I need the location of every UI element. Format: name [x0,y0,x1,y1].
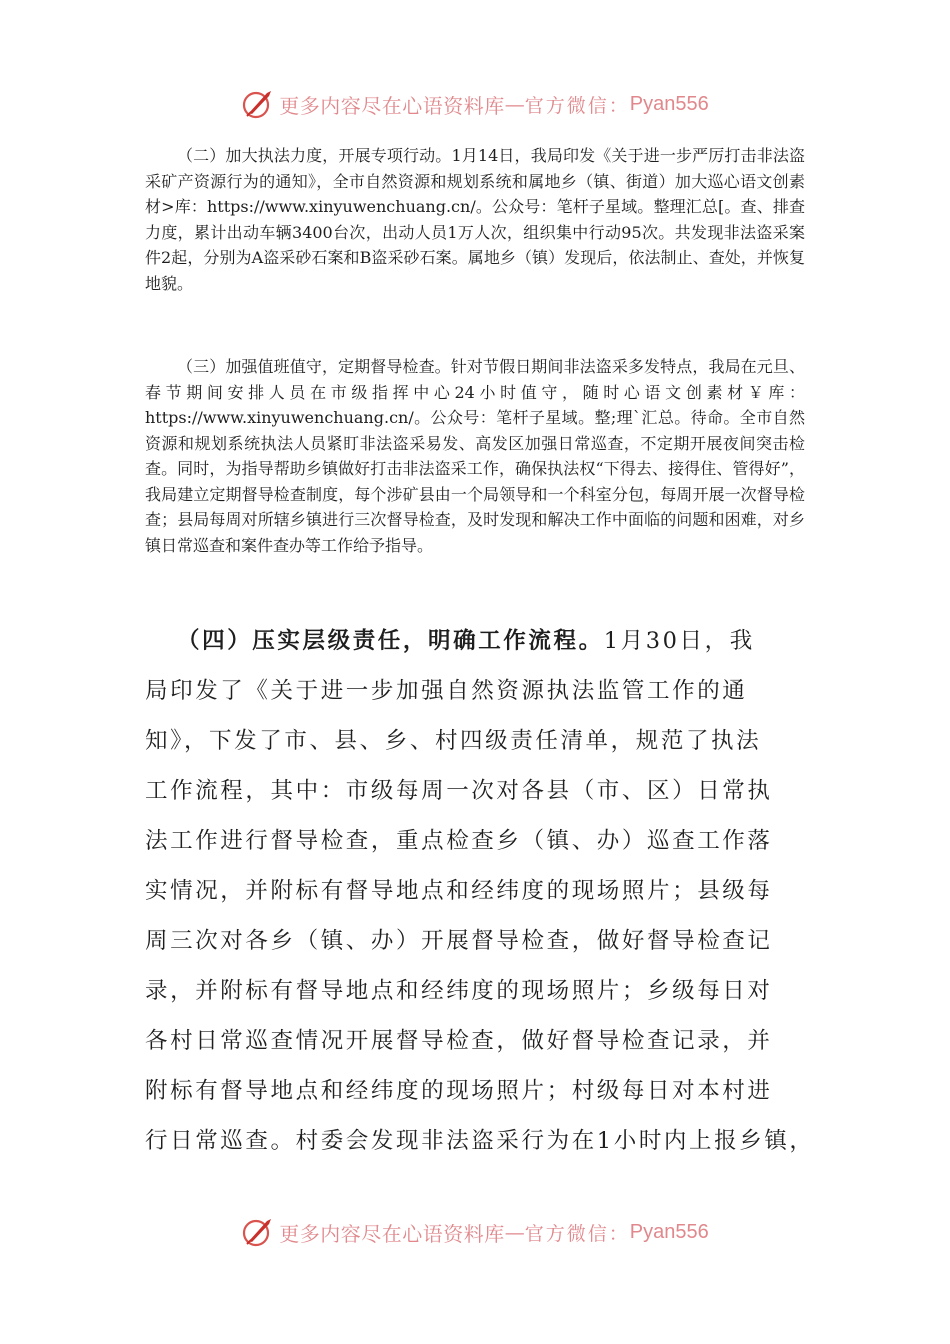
paragraph-section-4 [145,616,815,1166]
banner-separator: — [504,92,525,116]
paragraph-section-2: （二）加大执法力度，开展专项行动。1月14日，我局印发《关于进一步严厉打击非法盗采矿产资源行为的通知》，全市自然资源和规划系统和属地乡（镇、街道）加大巡心语文创素材>库：https://www.xinyuwenchuang.cn/。公众号：笔杆子星域。整理汇总[。查、排查力度，累计出动车辆3400台次，出动人员1万人次，组织集中行动95次。共发现非法盗采案件2起，分别为A盗采砂石案和B盗采砂石案。属地乡（镇）发现后，依法制止、查处，并恢复地貌。 [145,146,805,293]
section-4-first-line [145,616,815,666]
banner-wechat-label: 官方微信： [524,1222,630,1245]
banner-wechat-label: 官方微信： [524,94,630,117]
banner-text: 更多内容尽在心语资料库 [279,93,505,118]
paragraph-section-3: （三）加强值班值守，定期督导检查。针对节假日期间非法盗采多发特点，我局在元旦、春节期间安排人员在市级指挥中心24小时值守，随时心语文创素材￥库：https://www.xinyuwenchuang.cn/。公众号：笔杆子星域。整;理`汇总。待命。全市自然资源和规划系统执法人员紧盯非法盗采易发、高发区加强日常巡查，不定期开展夜间突击检查。同时，为指导帮助乡镇做好打击非法盗采工作，确保执法权“下得去、接得住、管得好”，我局建立定期督导检查制度，每个涉矿县由一个局领导和一个科室分包，每周开展一次督导检查；县局每周对所辖乡镇进行三次督导检查，及时发现和解决工作中面临的问题和困难，对乡镇日常巡查和案件查办等工作给予指导。 [145,357,805,555]
banner-text: 更多内容尽在心语资料库 [279,1221,505,1246]
quill-pen-logo-icon [241,1215,275,1249]
section-4-line: 附标有督导地点和经纬度的现场照片；村级每日对本村进 [145,1078,773,1104]
section-4-line: 工作流程，其中：市级每周一次对各县（市、区）日常执 [145,778,773,804]
section-4-line: 局印发了《关于进一步加强自然资源执法监管工作的通 [145,678,748,704]
section-4-line: 知》，下发了市、县、乡、村四级责任清单，规范了执法 [145,728,762,754]
banner-separator: — [504,1220,525,1244]
section-4-heading: （四）压实层级责任，明确工作流程。 [177,628,604,654]
section-4-line: 周三次对各乡（镇、办）开展督导检查，做好督导检查记 [145,928,773,954]
section-4-line: 实情况，并附标有督导地点和经纬度的现场照片；县级每 [145,878,773,904]
section-4-line: 1月30日，我 [603,628,755,654]
banner-wechat-id: Pyan556 [629,92,709,115]
section-4-line: 各村日常巡查情况开展督导检查，做好督导检查记录，并 [145,1028,773,1054]
quill-pen-logo-icon [241,87,275,121]
banner-wechat-id: Pyan556 [629,1220,709,1243]
header-banner [0,84,950,124]
footer-banner [0,1212,950,1252]
section-4-line: 录，并附标有督导地点和经纬度的现场照片；乡级每日对 [145,978,773,1004]
section-4-line: 行日常巡查。村委会发现非法盗采行为在1小时内上报乡镇， [145,1128,815,1154]
section-4-line: 法工作进行督导检查，重点检查乡（镇、办）巡查工作落 [145,828,773,854]
